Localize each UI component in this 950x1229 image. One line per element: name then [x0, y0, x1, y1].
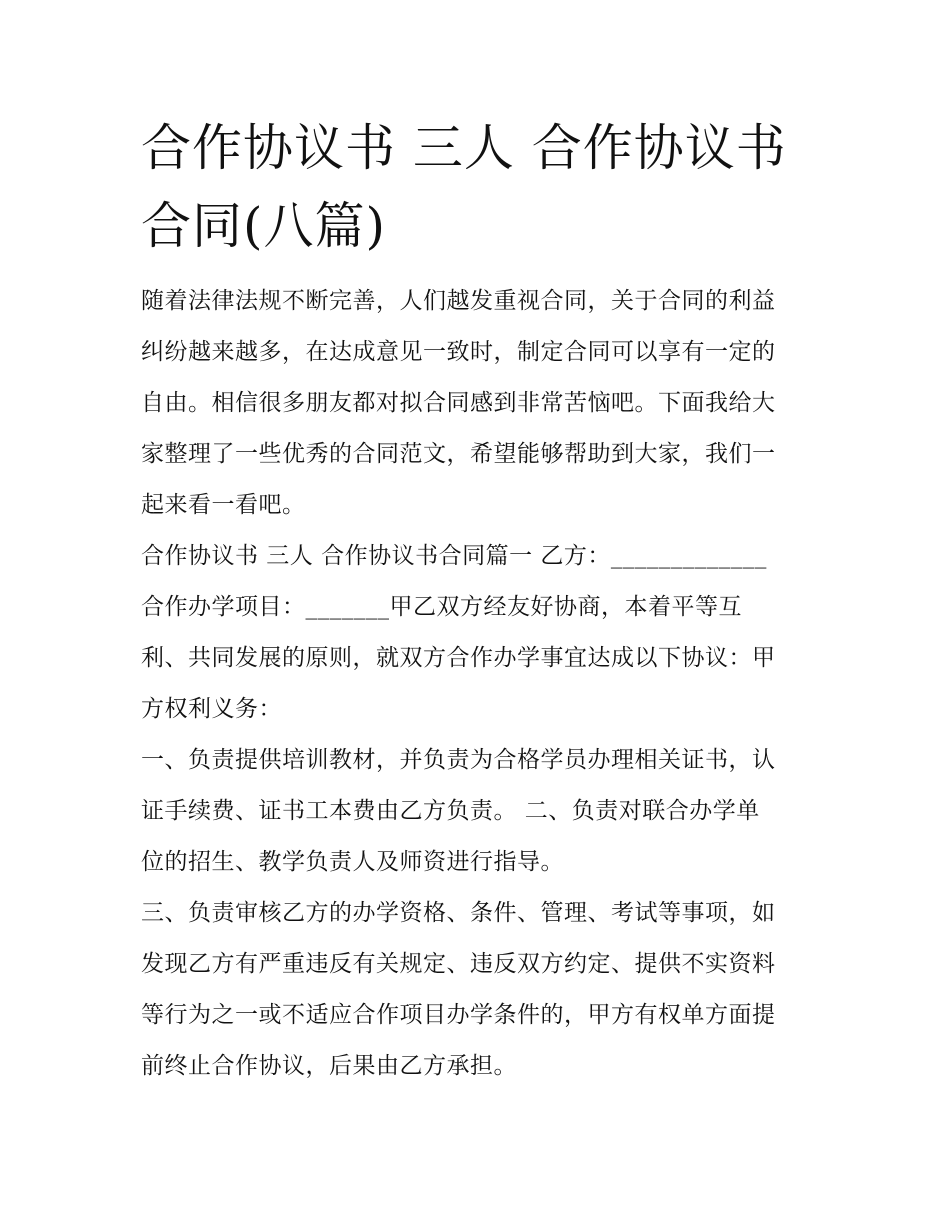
- body-text-line: 位的招生、教学负责人及师资进行指导。: [141, 849, 564, 875]
- body-text-line: 合作办学项目：_______甲乙双方经友好协商，本着平等互: [141, 594, 742, 620]
- body-text-line: 方权利义务：: [141, 696, 282, 722]
- body-text-line: 等行为之一或不适应合作项目办学条件的，甲方有权单方面提: [141, 1002, 776, 1028]
- body-text-line: 家整理了一些优秀的合同范文，希望能够帮助到大家，我们一: [141, 441, 776, 467]
- document-title-line-1: 合作协议书 三人 合作协议书: [141, 119, 787, 177]
- body-text-line: 随着法律法规不断完善，人们越发重视合同，关于合同的利益: [141, 288, 776, 314]
- body-text-line: 自由。相信很多朋友都对拟合同感到非常苦恼吧。下面我给大: [141, 390, 776, 416]
- body-text-line: 发现乙方有严重违反有关规定、违反双方约定、提供不实资料: [141, 951, 776, 977]
- body-text-line: 一、负责提供培训教材，并负责为合格学员办理相关证书，认: [141, 747, 776, 773]
- document-title-line-2: 合同(八篇): [141, 197, 387, 255]
- body-text-line: 证手续费、证书工本费由乙方负责。 二、负责对联合办学单: [141, 798, 760, 824]
- body-text-line: 合作协议书 三人 合作协议书合同篇一 乙方：_____________: [141, 543, 767, 569]
- body-text-line: 前终止合作协议，后果由乙方承担。: [141, 1053, 517, 1079]
- body-text-line: 利、共同发展的原则，就双方合作办学事宜达成以下协议：甲: [141, 645, 776, 671]
- body-text-line: 纠纷越来越多，在达成意见一致时，制定合同可以享有一定的: [141, 339, 776, 365]
- body-text-line: 三、负责审核乙方的办学资格、条件、管理、考试等事项，如: [141, 900, 776, 926]
- body-text-line: 起来看一看吧。: [141, 492, 306, 518]
